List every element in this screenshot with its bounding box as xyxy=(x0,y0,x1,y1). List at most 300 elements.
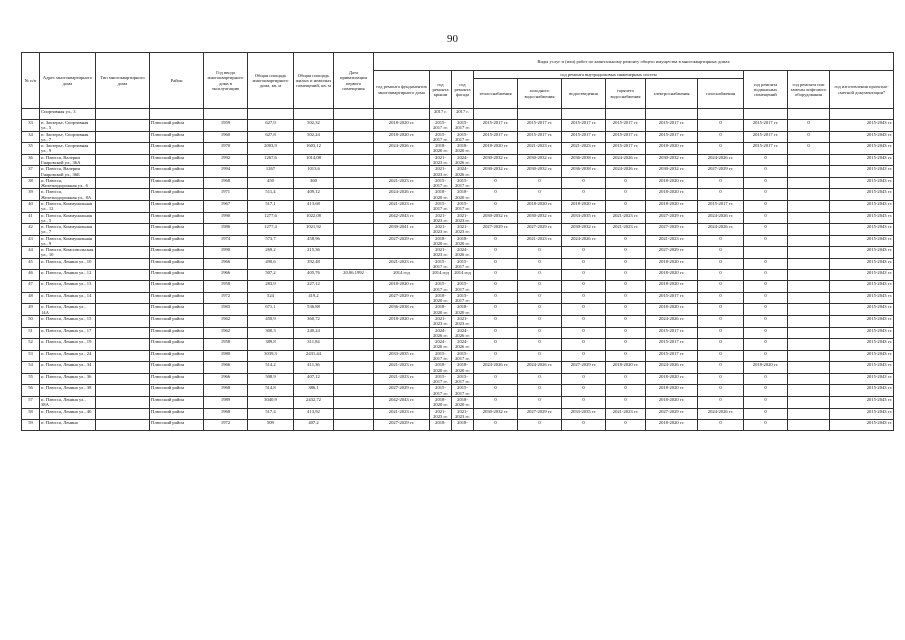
cell-base: 2018-2020 гг. xyxy=(744,362,788,374)
cell-drain: 2024-2026 гг. xyxy=(562,235,606,247)
cell-heat: 0 xyxy=(474,258,518,270)
header-design-docs: год изготовления проектно-сметной документации* xyxy=(830,71,894,109)
cell-priv xyxy=(334,258,374,270)
cell xyxy=(830,109,894,120)
cell-type xyxy=(96,212,150,224)
cell-district: Плюсский район xyxy=(150,281,204,293)
table-row xyxy=(22,408,894,420)
cell-heat: 2015-2017 гг. xyxy=(474,120,518,132)
cell-drain: 0 xyxy=(562,420,606,431)
cell-roof: 2015-2017 гг. xyxy=(430,200,452,212)
cell-elec: 2018-2020 гг. xyxy=(646,189,698,201)
cell-total: 573,7 xyxy=(248,235,294,247)
cell-facade: 2015-2017 гг. xyxy=(452,281,474,293)
cell-hot: 2021-2023 гг. xyxy=(606,212,646,224)
cell xyxy=(518,109,562,120)
cell-facade: 2021-2023 гг. xyxy=(452,224,474,236)
table-row xyxy=(22,385,894,397)
cell-num: 37 xyxy=(22,166,40,178)
cell-roof: 2018-2020 гг. xyxy=(430,235,452,247)
cell-priv xyxy=(334,131,374,143)
cell-found: 2036-2038 гг. xyxy=(374,304,430,316)
cell-design: 2015-2043 гг. xyxy=(830,420,894,431)
cell-found: 2021-2023 гг. xyxy=(374,258,430,270)
cell-cold: 0 xyxy=(518,258,562,270)
cell-lift xyxy=(788,235,830,247)
cell-design: 2015-2043 гг. xyxy=(830,350,894,362)
cell-hot: 0 xyxy=(606,292,646,304)
cell-design: 2015-2043 гг. xyxy=(830,339,894,351)
cell-num: 36 xyxy=(22,154,40,166)
cell-district: Плюсский район xyxy=(150,327,204,339)
cell-gas: 2024-2026 гг. xyxy=(698,224,744,236)
header-elevator: год ремонта или замены лифтового оборудования xyxy=(788,71,830,109)
cell-heat: 2030-2032 гг. xyxy=(474,212,518,224)
cell-gas: 0 xyxy=(698,362,744,374)
cell-elec: 2018-2020 гг. xyxy=(646,281,698,293)
cell xyxy=(204,109,248,120)
cell-found: 2018-2020 гг. xyxy=(374,120,430,132)
cell-facade: 2024-2026 гг. xyxy=(452,339,474,351)
table-row xyxy=(22,350,894,362)
cell-elec: 2021-2023 гг. xyxy=(646,235,698,247)
cell-cold: 2015-2017 гг. xyxy=(518,120,562,132)
cell xyxy=(22,109,40,120)
cell-res: 458,96 xyxy=(294,235,334,247)
cell-district: Плюсский район xyxy=(150,270,204,281)
header-privatization: Дата приватизации первого помещения xyxy=(334,53,374,109)
cell-roof: 2015-2017 гг. xyxy=(430,281,452,293)
table-row xyxy=(22,316,894,328)
cell-hot: 0 xyxy=(606,396,646,408)
cell-hot: 2015-2017 гг. xyxy=(606,143,646,155)
cell-type xyxy=(96,258,150,270)
cell-heat: 0 xyxy=(474,373,518,385)
cell-year: 1966 xyxy=(204,258,248,270)
cell-drain: 0 xyxy=(562,247,606,259)
cell-cold: 0 xyxy=(518,177,562,189)
cell xyxy=(294,109,334,120)
cell-year: 1966 xyxy=(204,270,248,281)
cell-gas: 2024-2026 гг. xyxy=(698,408,744,420)
cell-address: п. Плюсса, Ленина xyxy=(40,420,96,431)
cell-heat: 0 xyxy=(474,189,518,201)
cell-base: 0 xyxy=(744,292,788,304)
cell-num: 57 xyxy=(22,396,40,408)
cell-total: 1277,6 xyxy=(248,212,294,224)
cell-lift xyxy=(788,212,830,224)
cell-drain: 0 xyxy=(562,373,606,385)
cell-facade: 2018-2020 гг. xyxy=(452,304,474,316)
cell-facade: 2015-2017 гг. xyxy=(452,131,474,143)
cell-type xyxy=(96,420,150,431)
cell-district: Плюсский район xyxy=(150,212,204,224)
cell-elec: 2018-2020 гг. xyxy=(646,143,698,155)
cell-design: 2015-2043 гг. xyxy=(830,247,894,259)
cell-priv xyxy=(334,385,374,397)
cell-lift xyxy=(788,224,830,236)
cell-found: 2018-2020 гг. xyxy=(374,131,430,143)
cell-found: 2018-2020 гг. xyxy=(374,281,430,293)
cell-elec: 2027-2029 гг. xyxy=(646,408,698,420)
cell-hot: 0 xyxy=(606,339,646,351)
cell-heat: 0 xyxy=(474,200,518,212)
cell-drain: 0 xyxy=(562,396,606,408)
cell-elec: 2018-2020 гг. xyxy=(646,396,698,408)
cell-drain: 0 xyxy=(562,304,606,316)
cell-hot: 2018-2020 гг. xyxy=(606,362,646,374)
cell-heat: 2027-2029 гг. xyxy=(474,224,518,236)
cell-hot: 0 xyxy=(606,235,646,247)
header-works-group: Виды услуг и (или) работ по капитальному ремонту общего имущества в многоквартирных домах xyxy=(374,53,894,71)
cell-found: 2027-2029 гг. xyxy=(374,292,430,304)
cell-type xyxy=(96,166,150,178)
cell-design: 2015-2043 гг. xyxy=(830,292,894,304)
cell-base: 0 xyxy=(744,189,788,201)
cell-facade: 2024-2026 гг. xyxy=(452,166,474,178)
cell-total: 3039,3 xyxy=(248,350,294,362)
cell-type xyxy=(96,270,150,281)
cell-elec: 2018-2020 гг. xyxy=(646,385,698,397)
cell-base: 0 xyxy=(744,396,788,408)
cell-design: 2015-2043 гг. xyxy=(830,224,894,236)
cell-num: 48 xyxy=(22,292,40,304)
cell-facade: 2018-2020 гг. xyxy=(452,235,474,247)
cell-elec: 2027-2029 гг. xyxy=(646,212,698,224)
cell-total: 524 xyxy=(248,292,294,304)
cell-address: п. Плюсса, Железнодорожная ул., 6 xyxy=(40,177,96,189)
cell-design: 2015-2043 гг. xyxy=(830,120,894,132)
cell-type xyxy=(96,189,150,201)
cell-hot: 0 xyxy=(606,270,646,281)
cell-type xyxy=(96,224,150,236)
cell-found: 2027-2029 гг. xyxy=(374,385,430,397)
cell-type xyxy=(96,154,150,166)
cell-address: п. Плюсса, Ленина ул., 10 xyxy=(40,258,96,270)
table-row xyxy=(22,270,894,281)
cell-res: 411,36 xyxy=(294,362,334,374)
cell-priv: 20.06.1992 xyxy=(334,270,374,281)
cell-facade: 2015-2017 гг. xyxy=(452,373,474,385)
cell-lift xyxy=(788,316,830,328)
cell-cold: 2030-2032 гг. xyxy=(518,166,562,178)
cell-drain: 0 xyxy=(562,339,606,351)
cell-district: Плюсский район xyxy=(150,120,204,132)
cell-hot: 0 xyxy=(606,281,646,293)
cell-gas: 0 xyxy=(698,281,744,293)
cell-district: Плюсский район xyxy=(150,177,204,189)
cell-base xyxy=(744,247,788,259)
cell-type xyxy=(96,396,150,408)
cell-priv xyxy=(334,396,374,408)
cell-total: 517,1 xyxy=(248,200,294,212)
table-row xyxy=(22,131,894,143)
cell-res: 1021,92 xyxy=(294,224,334,236)
cell-address: п. Плюсса, Ленина ул., 17 xyxy=(40,327,96,339)
cell-design: 2015-2043 гг. xyxy=(830,131,894,143)
cell-heat: 2030-2032 гг. xyxy=(474,166,518,178)
cell-gas: 0 xyxy=(698,316,744,328)
cell-design: 2015-2043 гг. xyxy=(830,408,894,420)
page-number: 90 xyxy=(447,33,458,45)
cell-elec: 2018-2020 гг. xyxy=(646,258,698,270)
table-row xyxy=(22,143,894,155)
cell-heat: 0 xyxy=(474,292,518,304)
cell-gas: 0 xyxy=(698,177,744,189)
cell-design: 2015-2043 гг. xyxy=(830,177,894,189)
cell-base: 0 xyxy=(744,177,788,189)
cell-drain: 2033-2035 гг. xyxy=(562,212,606,224)
table-row xyxy=(22,362,894,374)
table-row xyxy=(22,281,894,293)
cell-cold: 0 xyxy=(518,385,562,397)
cell-num: 44 xyxy=(22,247,40,259)
cell-lift xyxy=(788,166,830,178)
cell-cold: 2015-2017 гг. xyxy=(518,131,562,143)
cell-roof: 2018- xyxy=(430,420,452,431)
cell-design: 2015-2043 гг. xyxy=(830,304,894,316)
cell-lift xyxy=(788,177,830,189)
cell-base: 0 xyxy=(744,154,788,166)
cell-type xyxy=(96,408,150,420)
cell-gas: 0 xyxy=(698,131,744,143)
cell-roof: 2021-2023 гг. xyxy=(430,212,452,224)
header-res-area: Общая площадь жилых и нежилых помещений, кв. м xyxy=(294,53,334,109)
cell-address: п. Плюсса, Ленина ул., 14А xyxy=(40,304,96,316)
cell-res: 360,72 xyxy=(294,316,334,328)
cell-lift xyxy=(788,292,830,304)
cell-cold: 0 xyxy=(518,270,562,281)
cell xyxy=(698,109,744,120)
cell-gas: 0 xyxy=(698,373,744,385)
cell-address: п. Плюсса, Ленина ул., 38 xyxy=(40,385,96,397)
cell-gas: 0 xyxy=(698,189,744,201)
cell-num: 53 xyxy=(22,350,40,362)
cell-lift xyxy=(788,373,830,385)
cell-cold: 0 xyxy=(518,327,562,339)
cell-design: 2015-2043 гг. xyxy=(830,189,894,201)
cell-priv xyxy=(334,166,374,178)
header-year-built: Год ввода многоквартирного дома в эксплуатацию xyxy=(204,53,248,109)
cell-year: 1967 xyxy=(204,200,248,212)
cell-num: 54 xyxy=(22,362,40,374)
cell-district: Плюсский район xyxy=(150,258,204,270)
cell-priv xyxy=(334,339,374,351)
cell-design: 2015-2043 гг. xyxy=(830,143,894,155)
cell-num: 38 xyxy=(22,177,40,189)
cell xyxy=(744,109,788,120)
cell-design: 2015-2043 гг. xyxy=(830,327,894,339)
table-header xyxy=(22,53,894,109)
cell-gas: 2015-2017 гг. xyxy=(698,200,744,212)
cell-roof: 2015-2017 гг. xyxy=(430,350,452,362)
cell-hot: 0 xyxy=(606,258,646,270)
cell-lift xyxy=(788,420,830,431)
cell-address: п. Плюсса, Валерии Гнаровской ул., 36А xyxy=(40,154,96,166)
header-district: Район xyxy=(150,53,204,109)
cell-district: Плюсский район xyxy=(150,396,204,408)
cell-hot: 0 xyxy=(606,350,646,362)
cell-res: 311,84 xyxy=(294,339,334,351)
cell-drain: 2036-2038 гг. xyxy=(562,166,606,178)
cell xyxy=(646,109,698,120)
cell-roof: 2015-2017 гг. xyxy=(430,373,452,385)
cell-roof: 2024-2026 гг. xyxy=(430,327,452,339)
cell-drain: 0 xyxy=(562,177,606,189)
cell-district: Плюсский район xyxy=(150,362,204,374)
table-row xyxy=(22,258,894,270)
cell-gas: 0 xyxy=(698,350,744,362)
table-row xyxy=(22,339,894,351)
header-type: Тип многоквартирного дома xyxy=(96,53,150,109)
cell-total: 389,8 xyxy=(248,339,294,351)
cell-priv xyxy=(334,420,374,431)
cell-hot: 0 xyxy=(606,385,646,397)
cell-district: Плюсский район xyxy=(150,166,204,178)
cell-total: 3040,9 xyxy=(248,396,294,408)
cell-hot: 0 xyxy=(606,373,646,385)
cell-found xyxy=(374,327,430,339)
cell-address: Спортивная ул., 3 xyxy=(40,109,96,120)
cell-priv xyxy=(334,373,374,385)
cell-found: 2033-2035 гг. xyxy=(374,350,430,362)
cell xyxy=(474,109,518,120)
cell-found: 2042-2043 гг. xyxy=(374,396,430,408)
cell-heat: 0 xyxy=(474,396,518,408)
cell-roof: 2021-2023 гг. xyxy=(430,247,452,259)
cell-design: 2015-2043 гг. xyxy=(830,235,894,247)
cell-roof: 2021-2023 гг. xyxy=(430,408,452,420)
cell-total: 1277,4 xyxy=(248,224,294,236)
cell-cold: 0 xyxy=(518,281,562,293)
cell-base: 0 xyxy=(744,316,788,328)
cell-total: 283,9 xyxy=(248,281,294,293)
cell-year: 1972 xyxy=(204,420,248,431)
cell-roof: 2018-2020 гг. xyxy=(430,396,452,408)
cell xyxy=(788,109,830,120)
table-row xyxy=(22,235,894,247)
cell-found xyxy=(374,339,430,351)
cell-num: 43 xyxy=(22,235,40,247)
cell-hot: 0 xyxy=(606,304,646,316)
cell-year: 1989 xyxy=(204,396,248,408)
cell-res: 1603,12 xyxy=(294,143,334,155)
cell-elec: 2024-2026 гг. xyxy=(646,316,698,328)
cell-base: 0 xyxy=(744,258,788,270)
cell-base: 0 xyxy=(744,350,788,362)
cell-base: 0 xyxy=(744,408,788,420)
cell-heat: 2015-2017 гг. xyxy=(474,131,518,143)
cell-hot: 0 xyxy=(606,247,646,259)
cell-hot: 2015-2017 гг. xyxy=(606,131,646,143)
cell-lift xyxy=(788,154,830,166)
cell-num: 49 xyxy=(22,304,40,316)
cell-type xyxy=(96,131,150,143)
cell-heat: 2024-2026 гг. xyxy=(474,362,518,374)
cell-type xyxy=(96,235,150,247)
cell-address: п. Плюсса, Комсомольская ул., 10 xyxy=(40,247,96,259)
cell-priv xyxy=(334,281,374,293)
cell-cold: 0 xyxy=(518,189,562,201)
cell-heat: 2030-2032 гг. xyxy=(474,154,518,166)
cell-priv xyxy=(334,362,374,374)
cell-address: п. Плюсса, Ленина ул., 40 xyxy=(40,408,96,420)
cell-num: 34 xyxy=(22,131,40,143)
cell-type xyxy=(96,200,150,212)
cell-found: 2027-2029 гг. xyxy=(374,420,430,431)
cell-num: 46 xyxy=(22,270,40,281)
cell-found: 2027-2029 гг. xyxy=(374,235,430,247)
cell-num: 52 xyxy=(22,339,40,351)
cell-priv xyxy=(334,327,374,339)
cell-year: 1960 xyxy=(204,131,248,143)
table-row xyxy=(22,154,894,166)
cell-elec: 2027-2029 гг. xyxy=(646,247,698,259)
cell-address: п. Плюсса, Ленина ул., 19 xyxy=(40,339,96,351)
cell-roof: 2015-2017 гг. xyxy=(430,258,452,270)
header-num: № п/п xyxy=(22,53,40,109)
cell xyxy=(248,109,294,120)
cell-found: 2018-2020 гг. xyxy=(374,316,430,328)
cell-elec: 2030-2032 гг. xyxy=(646,166,698,178)
cell-gas: 0 xyxy=(698,420,744,431)
cell-address: п. Плюсса, Валерии Гнаровской ул., 36Б xyxy=(40,166,96,178)
cell-facade: 2021-2023 гг. xyxy=(452,408,474,420)
table-row xyxy=(22,396,894,408)
cell-design: 2015-2043 гг. xyxy=(830,316,894,328)
cell-cold: 2030-2032 гг. xyxy=(518,154,562,166)
cell-res: 1022,08 xyxy=(294,212,334,224)
cell-cold: 0 xyxy=(518,247,562,259)
cell-base: 0 xyxy=(744,212,788,224)
cell-num: 42 xyxy=(22,224,40,236)
cell-year: 1972 xyxy=(204,292,248,304)
cell-total: 2003,9 xyxy=(248,143,294,155)
cell-year: 1966 xyxy=(204,362,248,374)
cell-priv xyxy=(334,212,374,224)
table-row xyxy=(22,224,894,236)
cell-priv xyxy=(334,316,374,328)
cell-roof: 2021-2023 гг. xyxy=(430,224,452,236)
cell-lift xyxy=(788,270,830,281)
cell-gas: 2027-2029 гг. xyxy=(698,166,744,178)
cell-total: 517,4 xyxy=(248,408,294,420)
cell-facade: 2015-2017 гг. xyxy=(452,350,474,362)
header-gas: газоснабжения xyxy=(698,79,744,109)
cell-year: 1990 xyxy=(204,212,248,224)
cell-roof: 2014 год xyxy=(430,270,452,281)
cell-year: 1958 xyxy=(204,339,248,351)
header-heat: теплоснабжения xyxy=(474,79,518,109)
cell-district: Плюсский район xyxy=(150,385,204,397)
cell-priv xyxy=(334,154,374,166)
cell-elec: 2018-2020 гг. xyxy=(646,177,698,189)
cell-hot: 0 xyxy=(606,316,646,328)
cell-found xyxy=(374,166,430,178)
cell-total: 627,8 xyxy=(248,131,294,143)
cell-district: Плюсский район xyxy=(150,189,204,201)
cell-facade: 2018- xyxy=(452,420,474,431)
cell-facade: 2021-2023 гг. xyxy=(452,212,474,224)
cell-found: 2024-2026 гг. xyxy=(374,143,430,155)
header-basement: год ремонта подвальных помещений xyxy=(744,71,788,109)
cell-found: 2021-2023 гг. xyxy=(374,362,430,374)
cell-facade: 2018-2020 гг. xyxy=(452,143,474,155)
cell-facade: 2018-2020 гг. xyxy=(452,362,474,374)
cell-year: 1968 xyxy=(204,177,248,189)
cell-year: 1958 xyxy=(204,281,248,293)
cell-district: Плюсский район xyxy=(150,131,204,143)
